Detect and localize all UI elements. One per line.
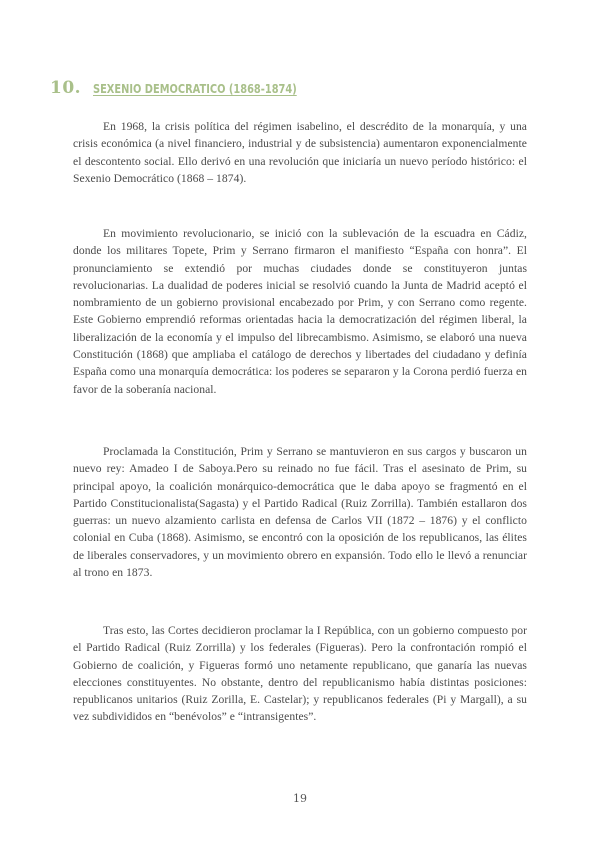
paragraph-revolution: En movimiento revolucionario, se inició con la sublevación de la escuadra en Cádiz, donde los militares Topete, Prim y Serrano firmaron el manifiesto “España con honra”. El pronunciamiento se extendió por muchas ciudades donde se constituyeron juntas revolucionarias. La dualidad de poderes inicial se resolvió cuando la Junta de Madrid aceptó el nombramiento de un gobierno provisional encabezado por Prim, y con Serrano como regente. Este Gobierno emprendió reformas orientadas hacia la democratización del régimen liberal, la liberalización de la economía y el impulso del librecambismo. Asimismo, se elaboró una nueva Constitución (1868) que ampliaba el catálogo de derechos y libertades del ciudadano y definía España como una monarquía democrática: los poderes se separaron y la Corona perdió fuerza en favor de la soberanía nacional. xyxy=(73,227,527,396)
paragraph-amadeo: Proclamada la Constitución, Prim y Serrano se mantuvieron en sus cargos y buscaron un nuevo rey: Amadeo I de Saboya.Pero su reinado no fue fácil. Tras el asesinato de Prim, su principal apoyo, la coalición monárquico-democrática que le daba apoyo se fragmentó en el Partido Constitucionalista(Sagasta) y el Partido Radical (Ruiz Zorrilla). También estallaron dos guerras: un nuevo alzamiento carlista en defensa de Carlos VII (1872 – 1876) y el conflicto colonial en Cuba (1868). Asimismo, se encontró con la oposición de los republicanos, las élites de liberales conservadores, y un movimiento obrero en expansión. Todo ello le llevó a renunciar al trono en 1873. xyxy=(73,445,527,580)
section-heading xyxy=(50,78,550,100)
paragraph-crisis: En 1968, la crisis política del régimen isabelino, el descrédito de la monarquía, y una crisis económica (a nivel financiero, industrial y de subsistencia) aumentaron exponencialmente el descontento social. Ello derivó en una revolución que iniciaría un nuevo período histórico: el Sexenio Democrático (1868 – 1874). xyxy=(73,120,527,185)
paragraph-republic: Tras esto, las Cortes decidieron proclamar la I República, con un gobierno compuesto por el Partido Radical (Ruiz Zorrilla) y los federales (Figueras). Pero la confrontación rompió el Gobierno de coalición, y Figueras formó uno netamente republicano, que ganaría las nuevas elecciones constituyentes. No obstante, dentro del republicanismo había distintas posiciones: republicanos unitarios (Ruiz Zorilla, E. Castelar); y republicanos federales (Pi y Margall), a su vez subdivididos en “benévolos” e “intransigentes”. xyxy=(73,624,527,724)
section-title: SEXENIO DEMOCRATICO (1868-1874) xyxy=(93,82,297,96)
section-number: 10. xyxy=(50,78,82,98)
page-number: 19 xyxy=(293,792,307,805)
